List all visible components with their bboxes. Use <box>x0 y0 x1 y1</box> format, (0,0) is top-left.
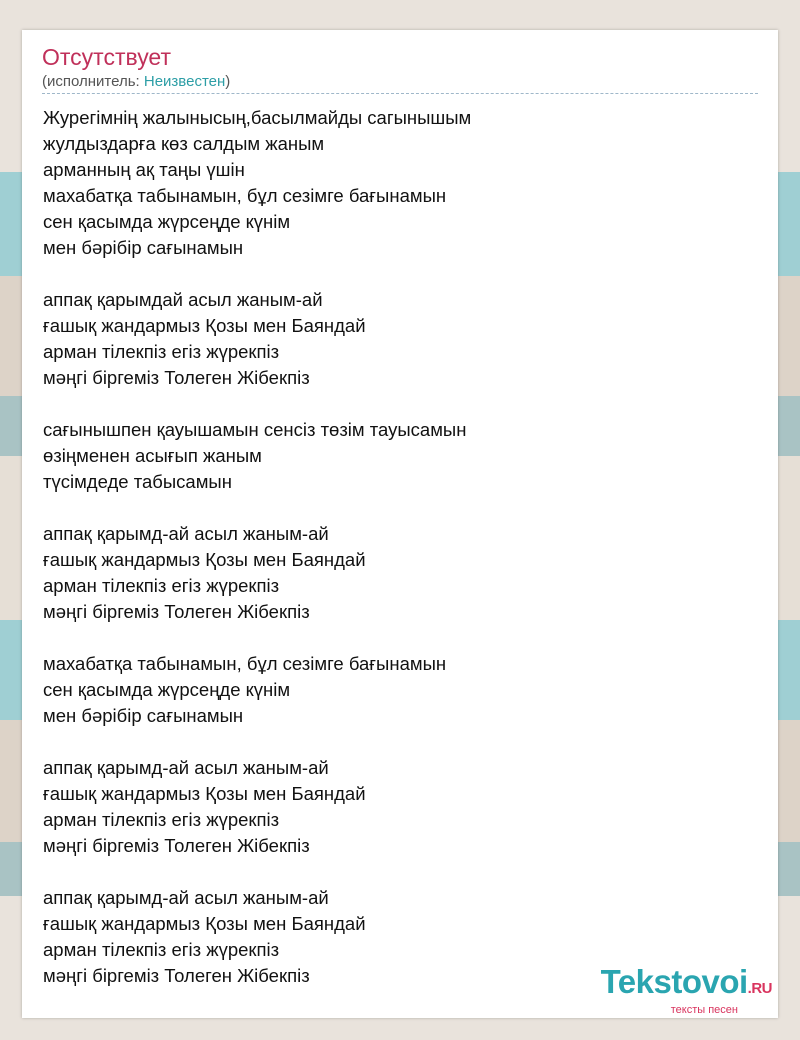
logo-wordmark <box>601 965 772 1006</box>
stanza-break <box>43 391 763 417</box>
stanza-break <box>43 261 763 287</box>
lyric-line: сен қасымда жүрсеңде күнім <box>43 679 291 700</box>
lyric-line: аппақ қарымд-ай асыл жаным-ай <box>43 887 329 908</box>
artist-suffix: ) <box>225 73 231 90</box>
lyric-line: мәңгі біргеміз Толеген Жібекпіз <box>43 965 310 986</box>
lyric-line: аппақ қарымд-ай асыл жаным-ай <box>43 523 329 544</box>
title-divider <box>42 93 758 94</box>
lyrics-text <box>43 105 763 989</box>
lyric-line: ғашық жандармыз Қозы мен Баяндай <box>43 315 366 336</box>
stanza-break <box>43 625 763 651</box>
lyric-line: ғашық жандармыз Қозы мен Баяндай <box>43 913 366 934</box>
lyric-line: мәңгі біргеміз Толеген Жібекпіз <box>43 835 310 856</box>
lyric-line: мәңгі біргеміз Толеген Жібекпіз <box>43 601 310 622</box>
stanza-break <box>43 859 763 885</box>
lyric-line: жулдыздарға көз салдым жаным <box>43 133 325 154</box>
lyric-line: ғашық жандармыз Қозы мен Баяндай <box>43 549 366 570</box>
lyric-line: арман тілекпіз егіз жүрекпіз <box>43 341 280 362</box>
stanza-break <box>43 729 763 755</box>
lyric-line: аппақ қарымд-ай асыл жаным-ай <box>43 757 329 778</box>
lyric-line: аппақ қарымдай асыл жаным-ай <box>43 289 323 310</box>
lyric-line: махабатқа табынамын, бұл сезімге бағынамын <box>43 653 447 674</box>
lyric-line: арман тілекпіз егіз жүрекпіз <box>43 809 280 830</box>
lyrics-card <box>22 30 778 1018</box>
stanza-break <box>43 495 763 521</box>
lyric-line: сағынышпен қауышамын сенсіз төзім тауысамын <box>43 419 467 440</box>
lyric-line: мәңгі біргеміз Толеген Жібекпіз <box>43 367 310 388</box>
lyric-line: ғашық жандармыз Қозы мен Баяндай <box>43 783 366 804</box>
lyric-line: мен бәрібір сағынамын <box>43 237 244 258</box>
lyric-line: арманның ақ таңы үшін <box>43 159 245 180</box>
lyric-line: арман тілекпіз егіз жүрекпіз <box>43 939 280 960</box>
logo-tagline: тексты песен <box>670 1004 738 1016</box>
lyric-line: өзіңменен асығып жаным <box>43 445 262 466</box>
song-title: Отсутствует <box>42 44 171 70</box>
lyric-line: арман тілекпіз егіз жүрекпіз <box>43 575 280 596</box>
lyric-line: Журегімнің жалынысың,басылмайды сагынышым <box>43 107 472 128</box>
site-logo[interactable] <box>601 965 772 1016</box>
logo-tld: .RU <box>747 980 772 997</box>
lyric-line: сен қасымда жүрсеңде күнім <box>43 211 291 232</box>
lyric-line: түсімдеде табысамын <box>43 471 232 492</box>
artist-prefix: (исполнитель: <box>42 73 144 90</box>
lyric-line: махабатқа табынамын, бұл сезімге бағынамын <box>43 185 447 206</box>
artist-line <box>42 73 230 90</box>
logo-name: Tekstovoi <box>600 963 748 1000</box>
artist-link[interactable]: Неизвестен <box>143 73 226 90</box>
lyric-line: мен бәрібір сағынамын <box>43 705 244 726</box>
